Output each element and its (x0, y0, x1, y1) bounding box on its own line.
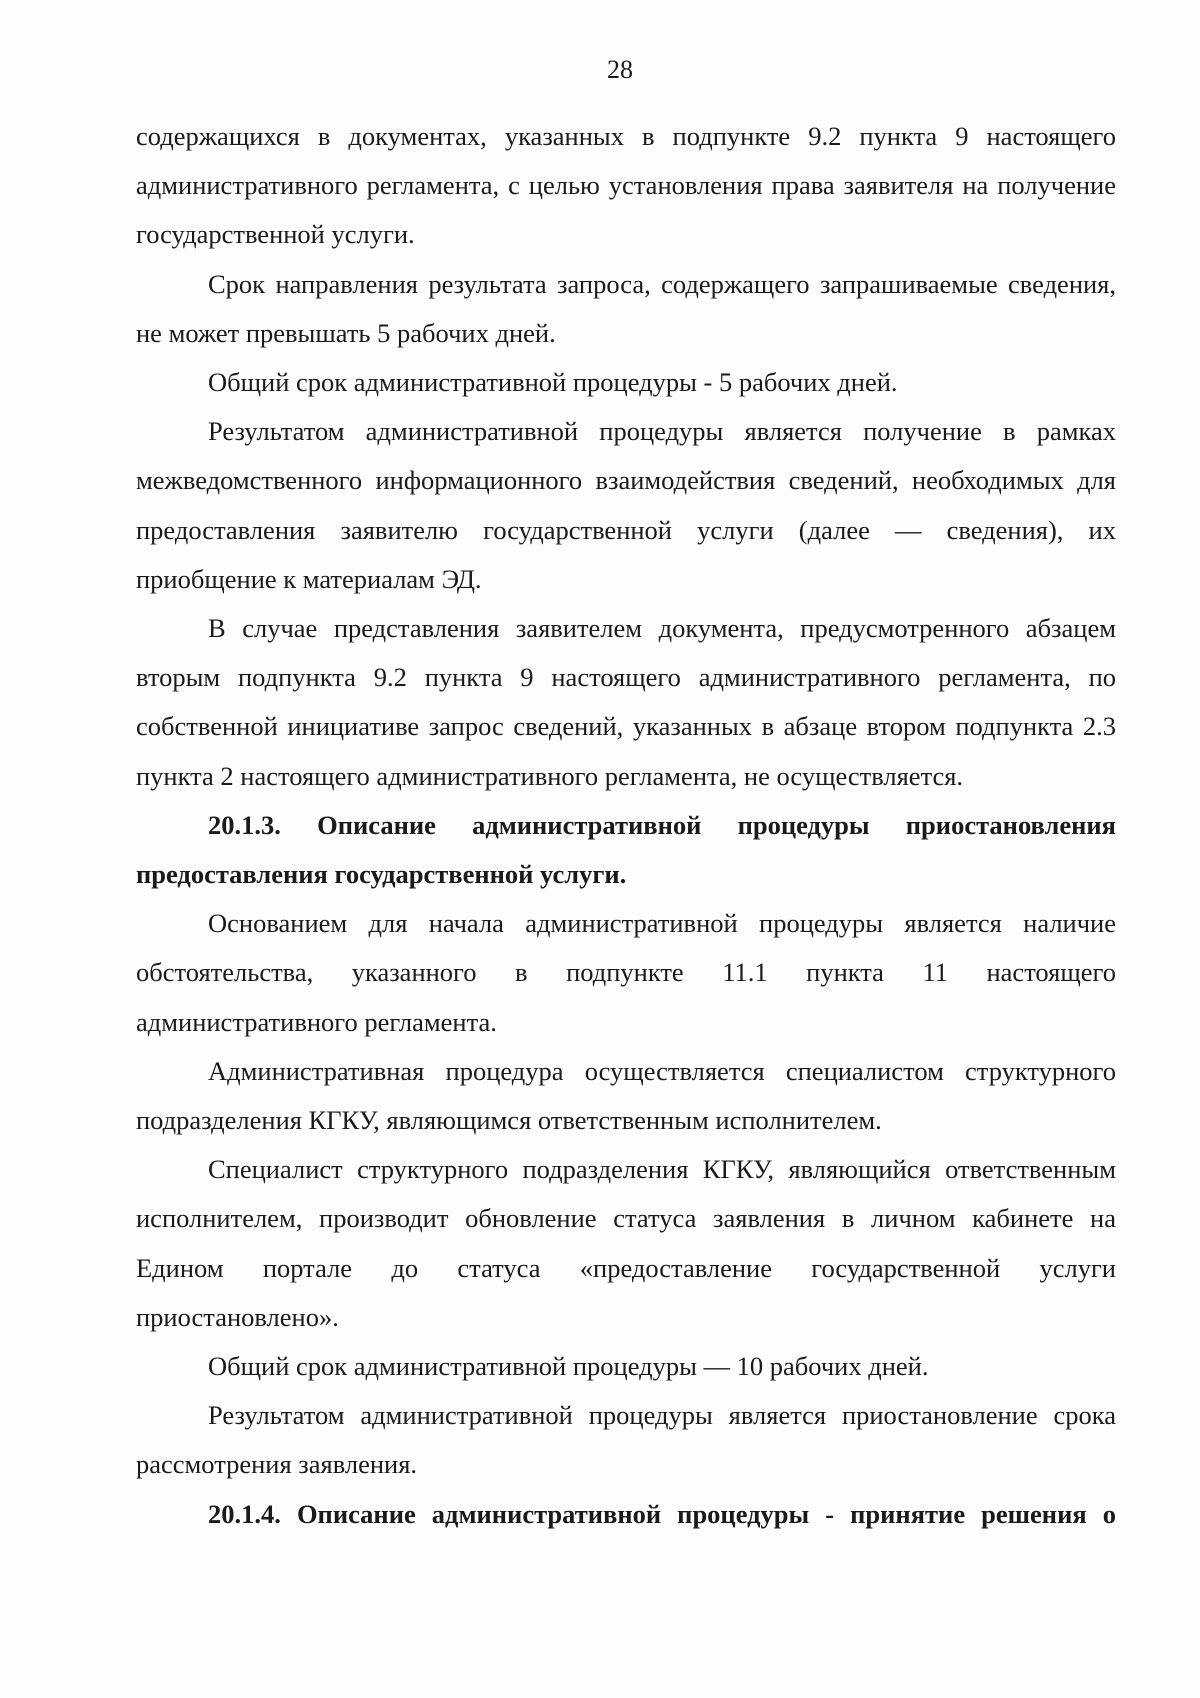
paragraph-request-deadline: Срок направления результата запроса, содержащего запрашиваемые сведения, не может превышать 5 рабочих дней. (136, 268, 1116, 348)
paragraph-performer: Административная процедура осуществляется специалистом структурного подразделения КГКУ, являющимся ответственным исполнителем. (136, 1055, 1116, 1136)
paragraph-suspension-result: Результатом административной процедуры является приостановление срока рассмотрения заявления. (136, 1400, 1116, 1480)
paragraph-own-initiative: В случае представления заявителем документа, предусмотренного абзацем вторым подпункта 9.2 пункта 9 настоящего административного регламента, по собственной инициативе запрос сведений, указанных в абзаце втором подпункта 2.3 пункта 2 настоящего административного регламента, не осуществляется. (136, 613, 1116, 791)
paragraph-procedure-result: Результатом административной процедуры является получение в рамках межведомственного информационного взаимодействия сведений, необходимых для предоставления заявителю государственной услуги (далее — сведения), их приобщение к материалам ЭД. (136, 416, 1116, 594)
paragraph-continuation: содержащихся в документах, указанных в подпункте 9.2 пункта 9 настоящего административного регламента, с целью установления права заявителя на получение государственной услуги. (136, 121, 1116, 250)
paragraph-status-update: Специалист структурного подразделения КГКУ, являющийся ответственным исполнителем, производит обновление статуса заявления в личном кабинете на Едином портале до статуса «предоставление государственной услуги приостановлено». (136, 1154, 1116, 1332)
page-number: 28 (607, 55, 633, 84)
section-heading-20-1-4: 20.1.4. Описание административной процедуры - принятие решения о (208, 1498, 1116, 1529)
paragraph-total-term-10: Общий срок административной процедуры — 10 рабочих дней. (208, 1351, 929, 1382)
paragraph-total-term: Общий срок административной процедуры - 5 рабочих дней. (208, 367, 898, 398)
document-body (136, 112, 1116, 1539)
section-heading-20-1-3: 20.1.3. Описание административной процедуры приостановления предоставления государственной услуги. (136, 809, 1116, 890)
paragraph-grounds: Основанием для начала административной процедуры является наличие обстоятельства, указанного в подпункте 11.1 пункта 11 настоящего административного регламента. (136, 908, 1116, 1037)
